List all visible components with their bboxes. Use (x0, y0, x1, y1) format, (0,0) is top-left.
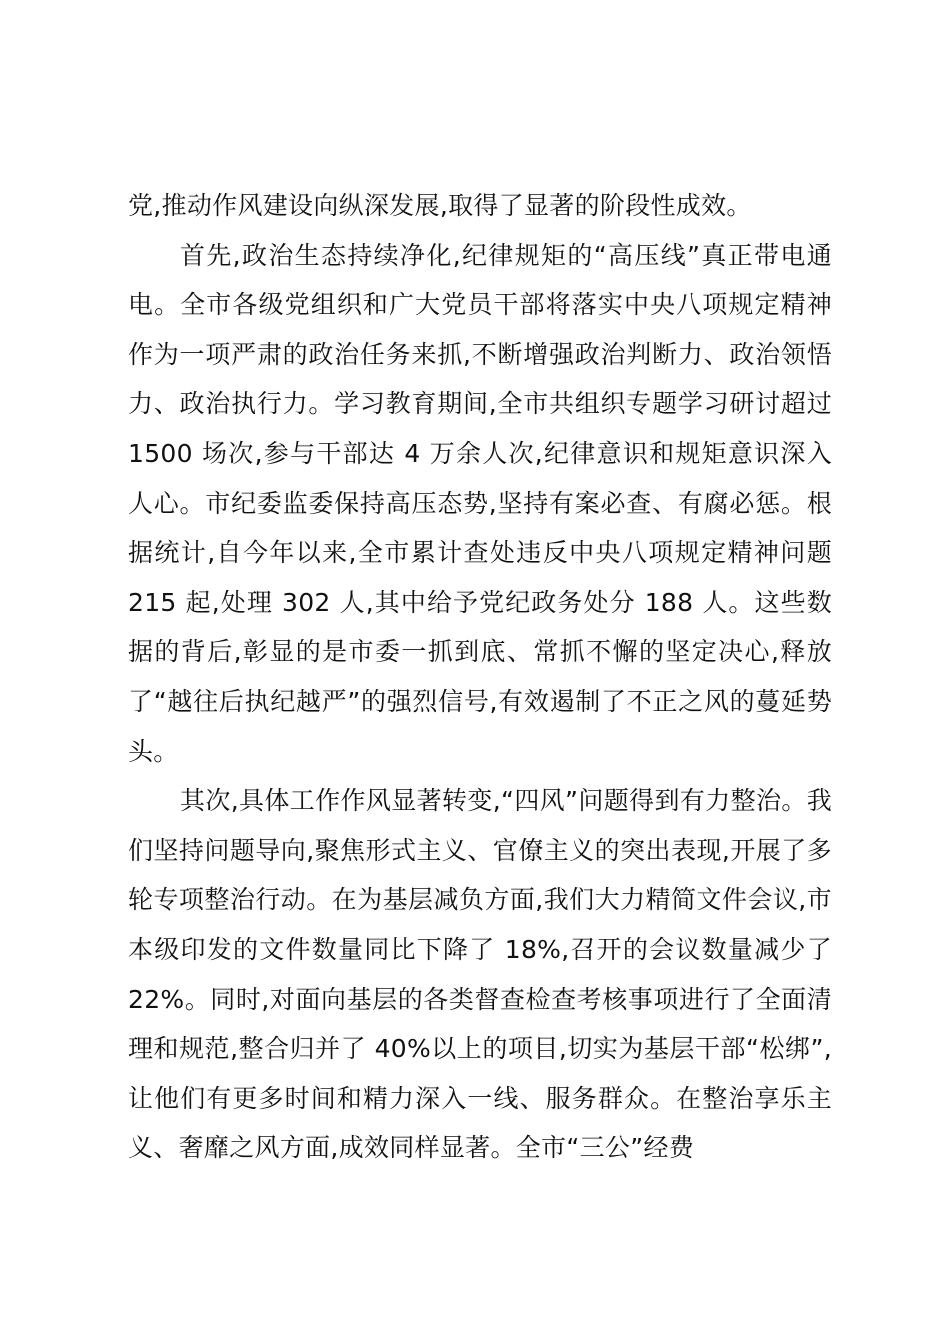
paragraph-work-style: 其次,具体工作作风显著转变,“四风”问题得到有力整治。我们坚持问题导向,聚焦形式主义、官僚主义的突出表现,开展了多轮专项整治行动。在为基层减负方面,我们大力精简文件会议,市本级印发的文件数量同比下降了 18%,召开的会议数量减少了 22%。同时,对面向基层的各类督查检查考核事项进行了全面清理和规范,整合归并了 40%以上的项目,切实为基层干部“松绑”,让他们有更多时间和精力深入一线、服务群众。在整治享乐主义、奢靡之风方面,成效同样显著。全市“三公”经费 (128, 786, 832, 1163)
paragraph-continuation: 党,推动作风建设向纵深发展,取得了显著的阶段性成效。 (128, 191, 752, 220)
paragraph-political-ecology: 首先,政治生态持续净化,纪律规矩的“高压线”真正带电通电。全市各级党组织和广大党员干部将落实中央八项规定精神作为一项严肃的政治任务来抓,不断增强政治判断力、政治领悟力、政治执行力。学习教育期间,全市共组织专题学习研讨超过 1500 场次,参与干部达 4 万余人次,纪律意识和规矩意识深入人心。市纪委监委保持高压态势,坚持有案必查、有腐必惩。根据统计,自今年以来,全市累计查处违反中央八项规定精神问题 215 起,处理 302 人,其中给予党纪政务处分 188 人。这些数据的背后,彰显的是市委一抓到底、常抓不懈的坚定决心,释放了“越往后执纪越严”的强烈信号,有效遏制了不正之风的蔓延势头。 (128, 240, 832, 766)
document-body (128, 181, 832, 1173)
